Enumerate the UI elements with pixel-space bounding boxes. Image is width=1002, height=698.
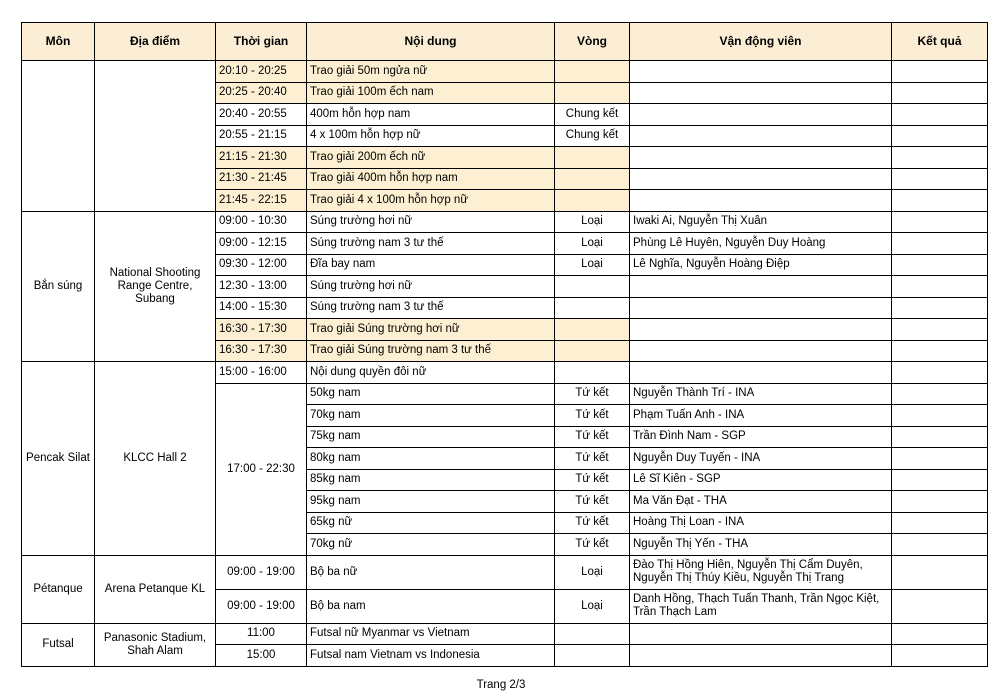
time-cell: 09:00 - 12:15 <box>216 233 307 255</box>
venue-cell: Arena Petanque KL <box>95 555 216 623</box>
athletes-line: Danh Hồng, Thạch Tuấn Thanh, Trần Ngọc Kiệt, <box>633 593 880 605</box>
col-header-venue: Địa điểm <box>95 23 216 61</box>
result-cell <box>892 276 988 298</box>
athletes-cell <box>630 589 892 623</box>
athletes-cell: Ma Văn Đạt - THA <box>630 491 892 513</box>
event-cell: 70kg nam <box>307 405 555 427</box>
result-cell <box>892 512 988 534</box>
header-row <box>22 23 988 61</box>
result-cell <box>892 555 988 589</box>
athletes-cell <box>630 297 892 319</box>
venue-cell <box>95 623 216 666</box>
sport-cell: Pétanque <box>22 555 95 623</box>
athletes-cell: Phùng Lê Huyên, Nguyễn Duy Hoàng <box>630 233 892 255</box>
event-cell: Bộ ba nữ <box>307 555 555 589</box>
round-cell: Tứ kết <box>555 405 630 427</box>
result-cell <box>892 383 988 405</box>
result-cell <box>892 254 988 276</box>
round-cell <box>555 623 630 645</box>
event-cell: Trao giải 200m ếch nữ <box>307 147 555 169</box>
venue-cell: National Shooting Range Centre, Subang <box>95 211 216 362</box>
result-cell <box>892 589 988 623</box>
event-cell: Súng trường nam 3 tư thế <box>307 297 555 319</box>
venue-cell: KLCC Hall 2 <box>95 362 216 556</box>
time-cell: 15:00 - 16:00 <box>216 362 307 384</box>
table-row <box>22 211 988 233</box>
event-cell: 4 x 100m hỗn hợp nữ <box>307 125 555 147</box>
time-cell: 20:10 - 20:25 <box>216 61 307 83</box>
athletes-cell: Nguyễn Thị Yến - THA <box>630 534 892 556</box>
round-cell: Loại <box>555 589 630 623</box>
event-cell: Súng trường hơi nữ <box>307 211 555 233</box>
round-cell: Tứ kết <box>555 383 630 405</box>
event-cell: 80kg nam <box>307 448 555 470</box>
round-cell: Loại <box>555 555 630 589</box>
sport-cell: Pencak Silat <box>22 362 95 556</box>
table-row <box>22 623 988 645</box>
round-cell: Tứ kết <box>555 426 630 448</box>
venue-cell <box>95 61 216 212</box>
event-cell: Súng trường nam 3 tư thế <box>307 233 555 255</box>
athletes-cell: Phạm Tuấn Anh - INA <box>630 405 892 427</box>
athletes-cell: Nguyễn Duy Tuyến - INA <box>630 448 892 470</box>
athletes-cell <box>630 125 892 147</box>
round-cell <box>555 61 630 83</box>
athletes-cell <box>630 645 892 667</box>
result-cell <box>892 233 988 255</box>
result-cell <box>892 104 988 126</box>
sport-cell: Bắn súng <box>22 211 95 362</box>
event-cell: 95kg nam <box>307 491 555 513</box>
round-cell: Loại <box>555 233 630 255</box>
athletes-cell <box>630 555 892 589</box>
event-cell: Trao giải Súng trường nam 3 tư thế <box>307 340 555 362</box>
time-cell: 09:30 - 12:00 <box>216 254 307 276</box>
round-cell: Tứ kết <box>555 448 630 470</box>
result-cell <box>892 491 988 513</box>
time-cell: 16:30 - 17:30 <box>216 340 307 362</box>
result-cell <box>892 211 988 233</box>
result-cell <box>892 426 988 448</box>
result-cell <box>892 319 988 341</box>
event-cell: Trao giải 4 x 100m hỗn hợp nữ <box>307 190 555 212</box>
round-cell <box>555 297 630 319</box>
athletes-line: Đào Thị Hồng Hiên, Nguyễn Thị Cẩm Duyên, <box>633 559 863 571</box>
round-cell <box>555 147 630 169</box>
sport-cell: Futsal <box>22 623 95 666</box>
athletes-cell: Lê Nghĩa, Nguyễn Hoàng Điệp <box>630 254 892 276</box>
athletes-line: Nguyễn Thị Thúy Kiều, Nguyễn Thị Trang <box>633 572 844 584</box>
col-header-time: Thời gian <box>216 23 307 61</box>
time-cell: 20:40 - 20:55 <box>216 104 307 126</box>
time-cell: 20:55 - 21:15 <box>216 125 307 147</box>
athletes-cell <box>630 623 892 645</box>
athletes-cell: Iwaki Ai, Nguyễn Thị Xuân <box>630 211 892 233</box>
round-cell: Chung kết <box>555 125 630 147</box>
col-header-event: Nội dung <box>307 23 555 61</box>
round-cell <box>555 319 630 341</box>
event-cell: Trao giải 100m ếch nam <box>307 82 555 104</box>
event-cell: Futsal nam Vietnam vs Indonesia <box>307 645 555 667</box>
event-cell: Đĩa bay nam <box>307 254 555 276</box>
event-cell: 65kg nữ <box>307 512 555 534</box>
round-cell <box>555 340 630 362</box>
round-cell: Tứ kết <box>555 534 630 556</box>
round-cell: Loại <box>555 211 630 233</box>
event-cell: 75kg nam <box>307 426 555 448</box>
athletes-cell <box>630 104 892 126</box>
round-cell <box>555 276 630 298</box>
athletes-cell: Trần Đình Nam - SGP <box>630 426 892 448</box>
result-cell <box>892 125 988 147</box>
result-cell <box>892 297 988 319</box>
col-header-round: Vòng <box>555 23 630 61</box>
col-header-result: Kết quả <box>892 23 988 61</box>
event-cell: 70kg nữ <box>307 534 555 556</box>
result-cell <box>892 168 988 190</box>
time-cell: 15:00 <box>216 645 307 667</box>
athletes-cell <box>630 147 892 169</box>
result-cell <box>892 448 988 470</box>
result-cell <box>892 534 988 556</box>
time-cell: 09:00 - 19:00 <box>216 555 307 589</box>
athletes-cell <box>630 190 892 212</box>
athletes-cell: Hoàng Thị Loan - INA <box>630 512 892 534</box>
schedule-table <box>21 22 988 667</box>
round-cell <box>555 362 630 384</box>
page-number: Trang 2/3 <box>476 679 526 691</box>
time-cell: 11:00 <box>216 623 307 645</box>
time-cell: 09:00 - 10:30 <box>216 211 307 233</box>
time-cell: 16:30 - 17:30 <box>216 319 307 341</box>
result-cell <box>892 469 988 491</box>
time-cell: 21:15 - 21:30 <box>216 147 307 169</box>
event-cell: Trao giải Súng trường hơi nữ <box>307 319 555 341</box>
result-cell <box>892 147 988 169</box>
athletes-cell <box>630 82 892 104</box>
time-cell: 20:25 - 20:40 <box>216 82 307 104</box>
round-cell <box>555 645 630 667</box>
event-cell: Trao giải 400m hỗn hợp nam <box>307 168 555 190</box>
event-cell: 400m hỗn hợp nam <box>307 104 555 126</box>
athletes-cell <box>630 61 892 83</box>
time-block-cell: 17:00 - 22:30 <box>216 383 307 555</box>
athletes-cell: Nguyễn Thành Trí - INA <box>630 383 892 405</box>
time-cell: 21:45 - 22:15 <box>216 190 307 212</box>
sport-cell <box>22 61 95 212</box>
event-cell: 50kg nam <box>307 383 555 405</box>
col-header-sport: Môn <box>22 23 95 61</box>
venue-line: Shah Alam <box>127 644 183 657</box>
round-cell: Chung kết <box>555 104 630 126</box>
athletes-cell <box>630 168 892 190</box>
table-row <box>22 555 988 589</box>
event-cell: Trao giải 50m ngửa nữ <box>307 61 555 83</box>
round-cell <box>555 190 630 212</box>
round-cell: Tứ kết <box>555 469 630 491</box>
result-cell <box>892 623 988 645</box>
venue-line: Panasonic Stadium, <box>103 631 207 644</box>
time-cell: 21:30 - 21:45 <box>216 168 307 190</box>
round-cell <box>555 168 630 190</box>
event-cell: Nội dung quyền đôi nữ <box>307 362 555 384</box>
athletes-line: Trần Thạch Lam <box>633 606 717 618</box>
result-cell <box>892 190 988 212</box>
table-row <box>22 362 988 384</box>
event-cell: 85kg nam <box>307 469 555 491</box>
event-cell: Súng trường hơi nữ <box>307 276 555 298</box>
athletes-cell <box>630 362 892 384</box>
result-cell <box>892 340 988 362</box>
event-cell: Bộ ba nam <box>307 589 555 623</box>
round-cell: Tứ kết <box>555 512 630 534</box>
result-cell <box>892 82 988 104</box>
athletes-cell <box>630 276 892 298</box>
time-cell: 12:30 - 13:00 <box>216 276 307 298</box>
round-cell: Tứ kết <box>555 491 630 513</box>
time-cell: 09:00 - 19:00 <box>216 589 307 623</box>
result-cell <box>892 405 988 427</box>
time-cell: 14:00 - 15:30 <box>216 297 307 319</box>
round-cell: Loại <box>555 254 630 276</box>
athletes-cell <box>630 319 892 341</box>
round-cell <box>555 82 630 104</box>
table-row <box>22 61 988 83</box>
result-cell <box>892 61 988 83</box>
result-cell <box>892 362 988 384</box>
col-header-athletes: Vận động viên <box>630 23 892 61</box>
event-cell: Futsal nữ Myanmar vs Vietnam <box>307 623 555 645</box>
athletes-cell <box>630 340 892 362</box>
result-cell <box>892 645 988 667</box>
athletes-cell: Lê Sĩ Kiên - SGP <box>630 469 892 491</box>
